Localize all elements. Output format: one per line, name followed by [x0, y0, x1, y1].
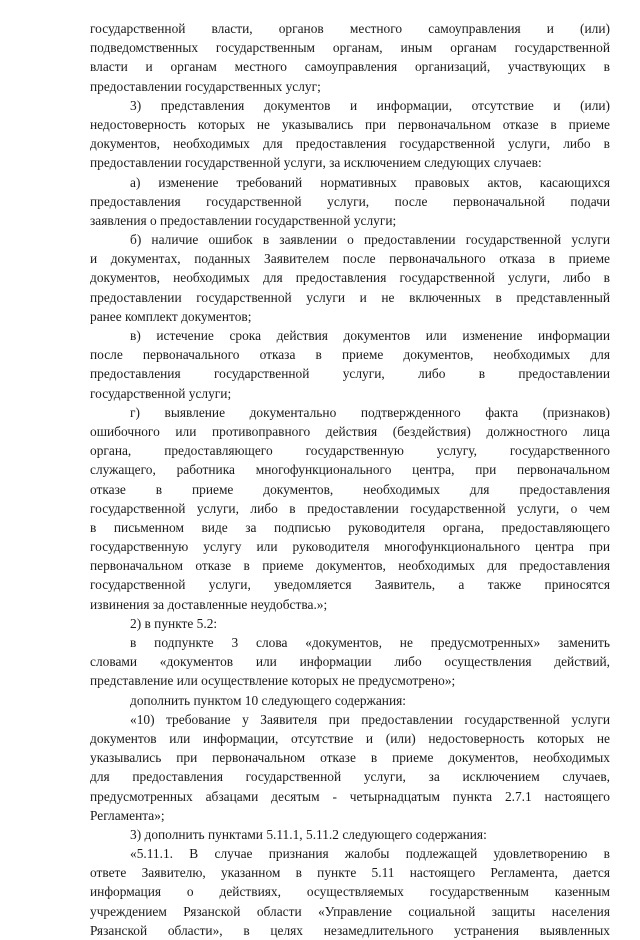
text-line: предоставлении государственной услуги, за исключением следующих случаев: [90, 155, 542, 171]
text-line: документов, необходимых для предоставления государственной услуги, либо в [90, 136, 610, 152]
text-line: государственной власти, органов местного самоуправления и (или) [90, 21, 610, 36]
text-line: предоставлении государственных услуг; [90, 78, 321, 94]
text-line: первоначальном отказе в приеме документов, необходимых для предоставления [90, 558, 610, 574]
document-body [90, 19, 610, 940]
text-line: в) истечение срока действия документов или изменение информации [130, 328, 610, 343]
text-line: «5.11.1. В случае признания жалобы подлежащей удовлетворению в [130, 846, 610, 862]
text-line: представление или осуществление которых не предусмотрено»; [90, 673, 456, 689]
text-line: органа, предоставляющего государственную услугу, государственного [90, 443, 610, 459]
text-line: ошибочного или противоправного действия (бездействия) должностного лица [90, 423, 610, 439]
text-line: дополнить пунктом 10 следующего содержания: [130, 692, 407, 708]
text-line: в подпункте 3 слова «документов, не предусмотренных» заменить [130, 635, 610, 650]
text-line: документов или информации, отсутствие и (или) недостоверность которых не [90, 730, 610, 746]
text-line: государственной услуги, уведомляется Заявитель, а также приносятся [90, 577, 610, 593]
text-line: подведомственных государственным органам, иным органам государственной [90, 40, 610, 56]
text-line: государственную услугу или руководителя многофункционального центра при [90, 539, 610, 555]
text-line: б) наличие ошибок в заявлении о предоставлении государственной услуги [130, 232, 610, 248]
text-line: отказе в приеме документов, необходимых для предоставления [90, 481, 610, 497]
text-line: а) изменение требований нормативных правовых актов, касающихся [130, 174, 610, 190]
text-line: для предоставления государственной услуги, за исключением случаев, [90, 769, 610, 785]
text-line: в письменном виде за подписью руководителя органа, предоставляющего [90, 519, 610, 535]
text-line: «10) требование у Заявителя при предоставлении государственной услуги [130, 711, 610, 727]
text-line: предусмотренных абзацами десятым - четырнадцатым пункта 2.7.1 настоящего [90, 788, 610, 804]
text-line: ранее комплект документов; [90, 308, 252, 324]
text-line: предоставления государственной услуги, либо в предоставлении [90, 366, 610, 382]
text-line: документов, необходимых для предоставления государственной услуги, либо в [90, 270, 610, 286]
text-line: недостоверность которых не указывались при первоначальном отказе в приеме [90, 116, 610, 132]
text-line: предоставлении государственной услуги и не включенных в представленный [90, 289, 610, 305]
text-line: Регламента»; [90, 807, 165, 823]
text-line: указывались при первоначальном отказе в приеме документов, необходимых [90, 750, 610, 766]
text-line: заявления о предоставлении государственной услуги; [90, 212, 397, 228]
text-line: г) выявление документально подтвержденного факта (признаков) [130, 404, 610, 420]
text-line: учреждением Рязанской области «Управление социальной защиты населения [90, 903, 610, 919]
text-line: Рязанской области», в целях незамедлительного устранения выявленных [90, 922, 610, 938]
text-line: словами «документов или информации либо осуществления действий, [90, 654, 610, 670]
text-line: 2) в пункте 5.2: [130, 615, 218, 631]
text-line: и документах, поданных Заявителем после первоначального отказа в приеме [90, 251, 610, 267]
text-line: извинения за доставленные неудобства.»; [90, 596, 328, 612]
text-line: государственной услуги, либо в предоставлении государственной услуги, о чем [90, 500, 610, 516]
text-line: 3) представления документов и информации, отсутствие и (или) [130, 97, 610, 113]
text-line: 3) дополнить пунктами 5.11.1, 5.11.2 следующего содержания: [130, 826, 487, 842]
text-line: предоставления государственной услуги, после первоначальной подачи [90, 193, 610, 209]
text-line: информация о действиях, осуществляемых государственным казенным [90, 884, 610, 900]
text-line: после первоначального отказа в приеме документов, необходимых для [90, 347, 610, 363]
text-line: ответе Заявителю, указанном в пункте 5.11 настоящего Регламента, дается [90, 865, 610, 881]
text-line: служащего, работника многофункционального центра, при первоначальном [90, 462, 610, 478]
text-line: власти и органам местного самоуправления организаций, участвующих в [90, 59, 610, 75]
text-line: государственной услуги; [90, 385, 232, 401]
